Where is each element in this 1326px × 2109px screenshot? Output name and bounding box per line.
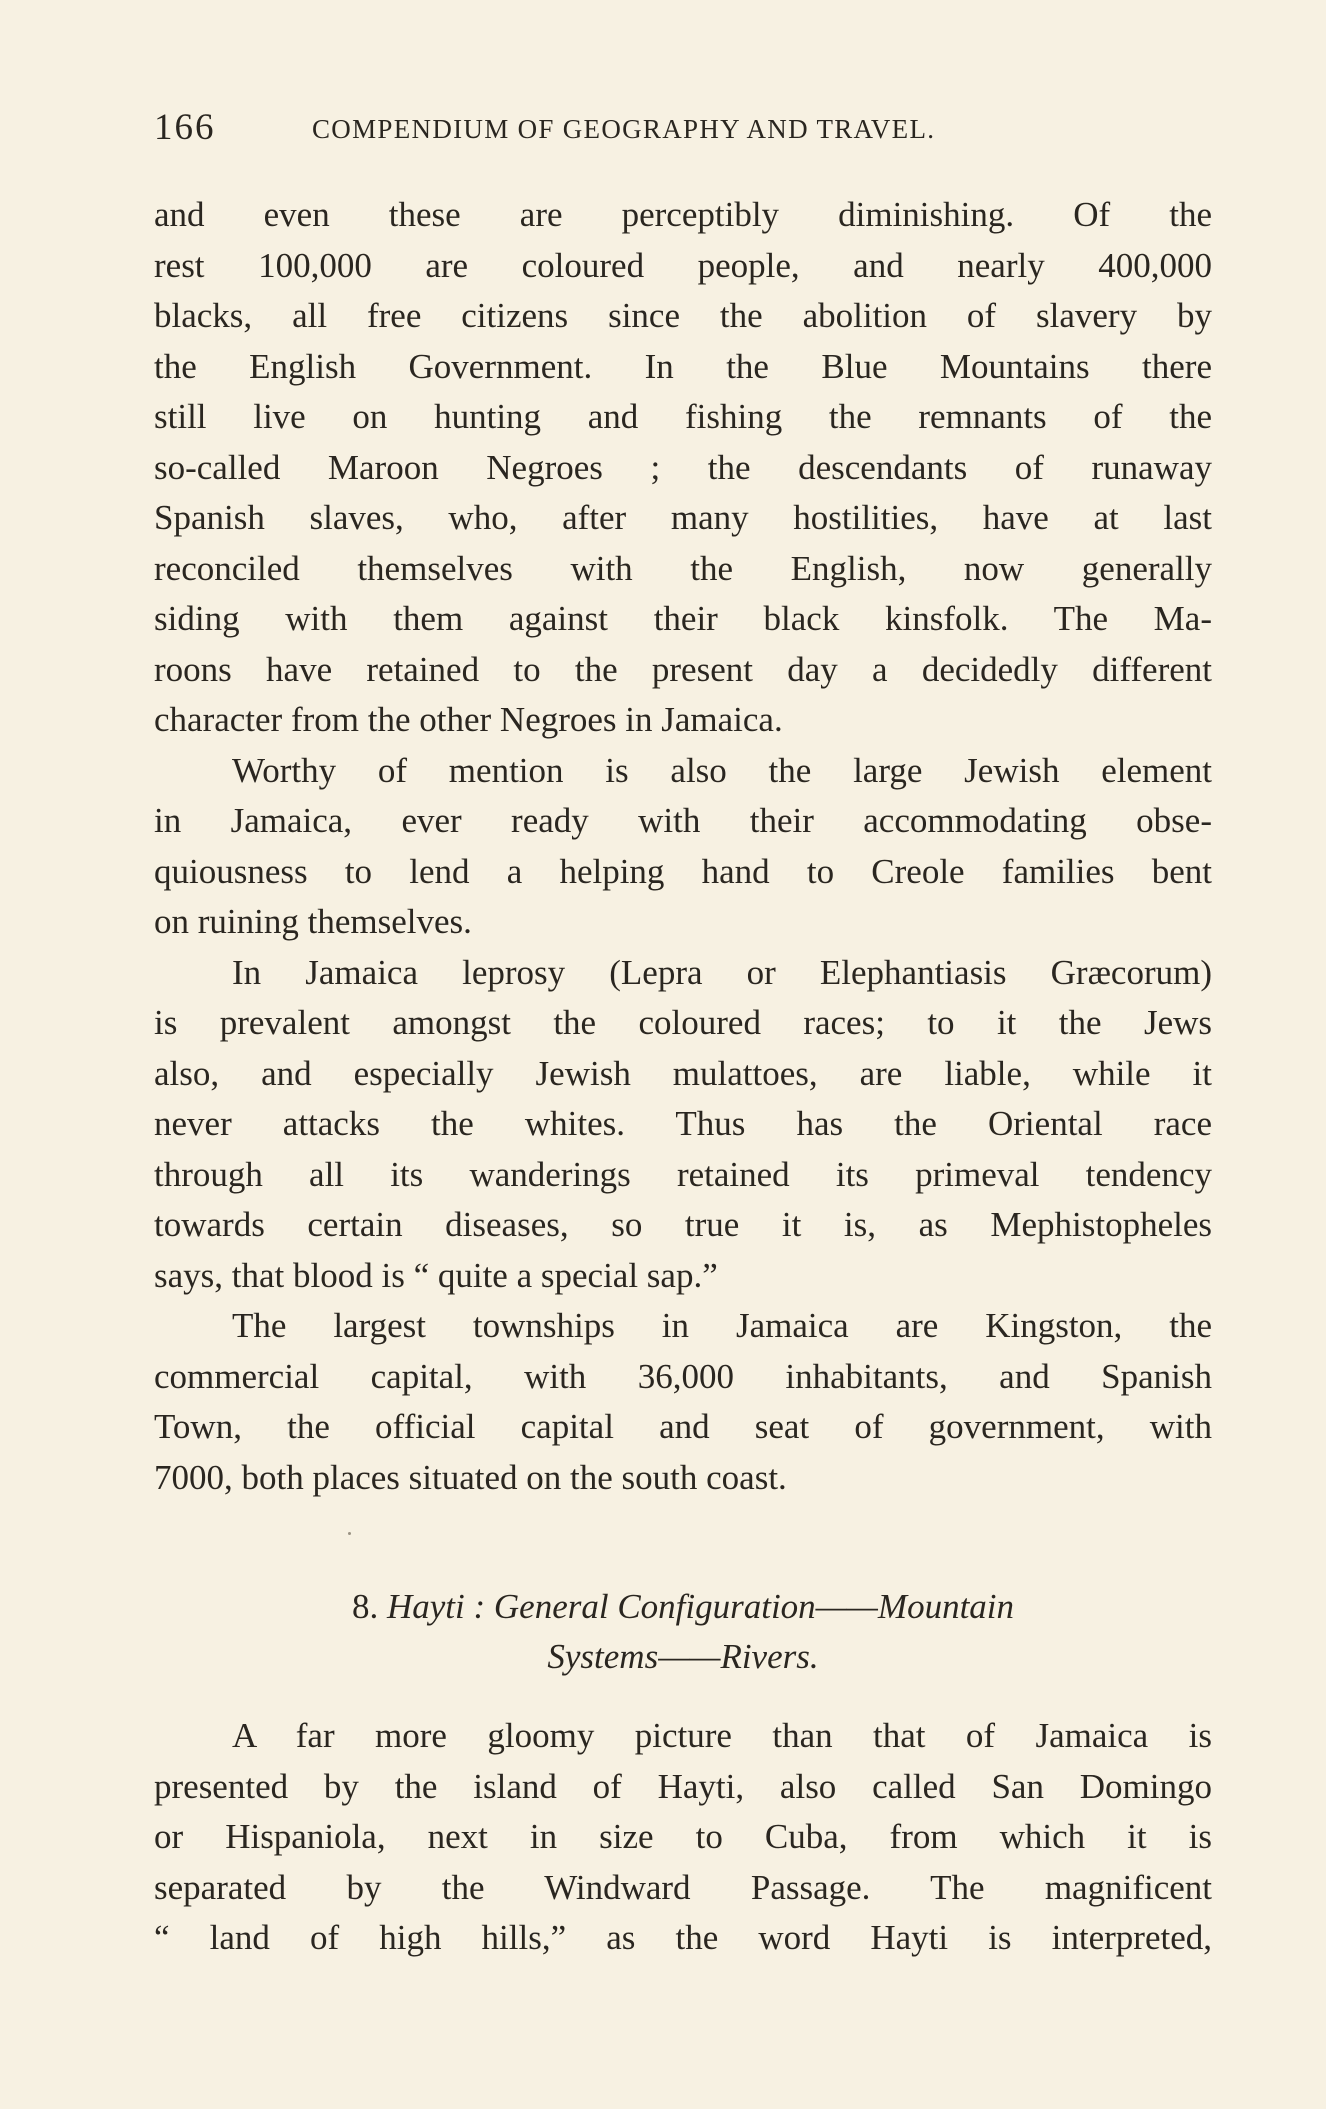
text-line: roons have retained to the present day a decidedly different bbox=[154, 649, 1212, 689]
text-line: blacks, all free citizens since the abolition of slavery by bbox=[154, 296, 1212, 335]
text-line: or Hispaniola, next in size to Cuba, from which it is bbox=[154, 1817, 1212, 1856]
text-line: through all its wanderings retained its primeval tendency bbox=[154, 1154, 1212, 1194]
text-line: rest 100,000 are coloured people, and nearly 400,000 bbox=[154, 245, 1212, 285]
text-line: on ruining themselves. bbox=[154, 902, 472, 941]
text-line: says, that blood is “ quite a special sap.” bbox=[154, 1255, 718, 1295]
running-head bbox=[154, 106, 1214, 156]
section-heading-line-1: Hayti : General Configuration——Mountain bbox=[386, 1587, 1015, 1626]
text-line: and even these are perceptibly diminishing. Of the bbox=[154, 195, 1212, 234]
text-line: is prevalent amongst the coloured races; to it the Jews bbox=[154, 1003, 1212, 1042]
text-line: towards certain diseases, so true it is, as Mephistopheles bbox=[154, 1205, 1212, 1244]
text-line: in Jamaica, ever ready with their accommodating obse- bbox=[154, 801, 1212, 840]
text-line: The largest townships in Jamaica are Kingston, the bbox=[232, 1306, 1212, 1345]
body-text-upper bbox=[154, 190, 1212, 1503]
section-heading-continued bbox=[154, 1632, 1212, 1682]
text-line: siding with them against their black kinsfolk. The Ma- bbox=[154, 599, 1212, 638]
section-number: 8. bbox=[351, 1587, 387, 1626]
text-line: In Jamaica leprosy (Lepra or Elephantiasis Græcorum) bbox=[232, 952, 1212, 992]
text-line: never attacks the whites. Thus has the Oriental race bbox=[154, 1104, 1212, 1143]
text-line: quiousness to lend a helping hand to Creole families bent bbox=[154, 851, 1212, 891]
text-line: also, and especially Jewish mulattoes, are liable, while it bbox=[154, 1053, 1212, 1093]
text-line: character from the other Negroes in Jamaica. bbox=[154, 700, 783, 739]
section-heading bbox=[154, 1582, 1212, 1632]
text-line: A far more gloomy picture than that of Jamaica is bbox=[232, 1716, 1212, 1755]
text-line: the English Government. In the Blue Mountains there bbox=[154, 346, 1212, 386]
text-line: reconciled themselves with the English, now generally bbox=[154, 548, 1212, 588]
body-text-lower bbox=[154, 1711, 1212, 1964]
text-line: still live on hunting and fishing the remnants of the bbox=[154, 397, 1212, 436]
text-line: commercial capital, with 36,000 inhabitants, and Spanish bbox=[154, 1356, 1212, 1396]
page-number: 166 bbox=[154, 107, 216, 148]
text-line: “ land of high hills,” as the word Hayti is interpreted, bbox=[154, 1918, 1212, 1957]
text-line: Spanish slaves, who, after many hostilities, have at last bbox=[154, 498, 1212, 537]
running-title: COMPENDIUM OF GEOGRAPHY AND TRAVEL. bbox=[312, 114, 936, 144]
text-line: Worthy of mention is also the large Jewish element bbox=[232, 750, 1212, 790]
section-heading-line-2: Systems——Rivers. bbox=[547, 1637, 819, 1676]
text-line: separated by the Windward Passage. The magnificent bbox=[154, 1867, 1212, 1907]
text-line: Town, the official capital and seat of government, with bbox=[154, 1407, 1212, 1446]
text-line: 7000, both places situated on the south coast. bbox=[154, 1457, 787, 1497]
text-line: so-called Maroon Negroes ; the descendants of runaway bbox=[154, 447, 1212, 487]
print-speck bbox=[348, 1532, 351, 1535]
text-line: presented by the island of Hayti, also called San Domingo bbox=[154, 1766, 1212, 1806]
